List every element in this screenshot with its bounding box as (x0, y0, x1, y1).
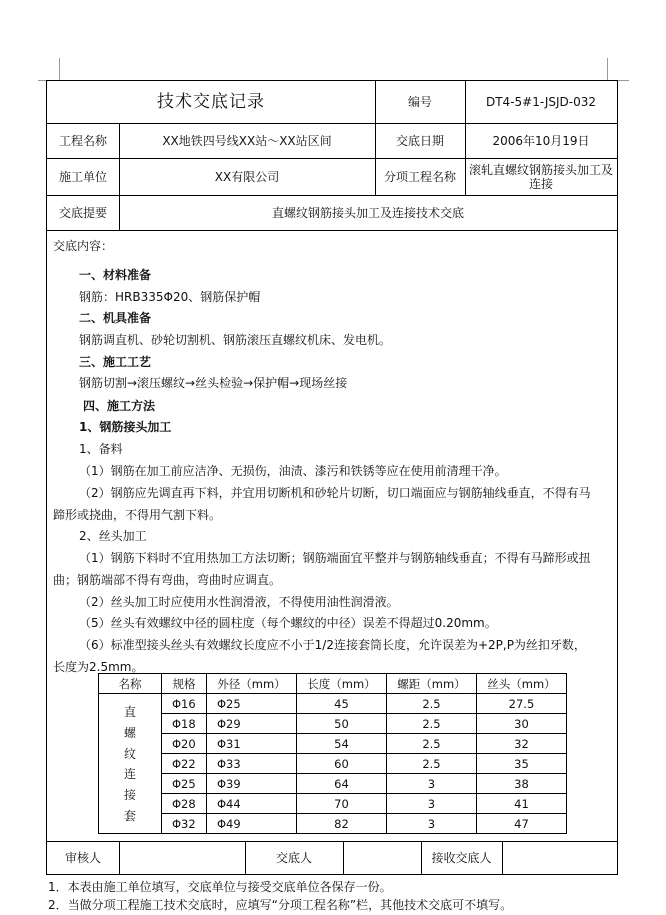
content-line: 钢筋切割→滚压螺纹→丝头检验→保护帽→现场丝接 (79, 376, 348, 390)
product-name-cell (99, 694, 162, 834)
col-divider (119, 841, 120, 875)
table-cell: 64 (296, 774, 386, 794)
unit-value: XX有限公司 (214, 169, 280, 184)
product-name (99, 702, 161, 826)
table-cell: 35 (476, 754, 566, 774)
table-row (99, 754, 567, 774)
table-row (99, 694, 567, 714)
subproject-value: 滚轧直螺纹钢筋接头加工及连接 (469, 162, 614, 191)
content-line: 钢筋调直机、砂轮切割机、钢筋滚压直螺纹机床、发电机。 (79, 333, 392, 347)
number-label: 编号 (407, 95, 432, 109)
table-cell: 38 (476, 774, 566, 794)
disclosure-form (46, 80, 618, 875)
table-cell: Φ33 (206, 754, 296, 774)
content-line: 二、机具准备 (79, 311, 152, 325)
content-line: 四、施工方法 (83, 399, 156, 413)
table-cell: Φ25 (206, 694, 296, 714)
table-cell: 60 (296, 754, 386, 774)
summary-label: 交底提要 (58, 205, 107, 220)
table-cell: 2.5 (386, 734, 476, 754)
table-cell: 70 (296, 794, 386, 814)
table-header-cell: 螺距（mm） (386, 674, 476, 694)
content-line: 曲；钢筋端部不得有弯曲，弯曲时应调直。 (53, 573, 282, 587)
content-line: （1）钢筋下料时不宜用热加工方法切断；钢筋端面宜平整并与钢筋轴线垂直；不得有马蹄形或扭 (79, 551, 591, 565)
content-line: （6）标准型接头丝头有效螺纹长度应不小于1/2连接套筒长度，允许误差为+2P,P为丝扣牙数， (79, 638, 586, 652)
subproject-label: 分项工程名称 (383, 169, 456, 184)
table-header-cell: 外径（mm） (206, 674, 296, 694)
content-line: （2）丝头加工时应使用水性润滑液，不得使用油性润滑液。 (79, 595, 399, 609)
col-divider (343, 841, 344, 875)
table-cell: 3 (386, 774, 476, 794)
table-cell: 47 (476, 814, 566, 834)
date-label: 交底日期 (395, 133, 444, 148)
table-cell: Φ31 (206, 734, 296, 754)
col-divider (502, 841, 503, 875)
table-cell: 3 (386, 794, 476, 814)
product-name-char: 纹 (123, 746, 136, 761)
product-name-char: 连 (123, 767, 136, 782)
table-row (99, 774, 567, 794)
row-divider (47, 230, 617, 231)
page-title: 技术交底记录 (157, 92, 265, 112)
table-cell: 82 (296, 814, 386, 834)
table-row (99, 794, 567, 814)
table-cell: 2.5 (386, 694, 476, 714)
receiver-label: 接收交底人 (431, 851, 492, 865)
table-cell: Φ32 (162, 814, 207, 834)
content-line: 1、备料 (79, 442, 123, 456)
table-header-cell: 丝头（mm） (476, 674, 566, 694)
table-row (99, 734, 567, 754)
summary-value: 直螺纹钢筋接头加工及连接技术交底 (271, 205, 464, 220)
content-line: 一、材料准备 (79, 268, 152, 282)
content-line: 长度为2.5mm。 (53, 660, 144, 674)
table-cell: Φ18 (162, 714, 207, 734)
table-cell: Φ39 (206, 774, 296, 794)
table-cell: Φ16 (162, 694, 207, 714)
table-cell: 54 (296, 734, 386, 754)
footnote: 2．当做分项工程施工技术交底时，应填写“分项工程名称”栏，其他技术交底可不填写。 (48, 898, 513, 912)
content-line: 2、丝头加工 (79, 529, 147, 543)
table-row (99, 714, 567, 734)
content-line: （1）钢筋在加工前应洁净、无损伤，油渍、漆污和铁锈等应在使用前清理干净。 (79, 464, 507, 478)
table-cell: Φ25 (162, 774, 207, 794)
table-cell: Φ29 (206, 714, 296, 734)
product-name-char: 螺 (123, 725, 136, 740)
table-cell: 2.5 (386, 714, 476, 734)
table-header-cell: 长度（mm） (296, 674, 386, 694)
crop-mark (607, 58, 608, 80)
table-cell: 3 (386, 814, 476, 834)
spec-table (98, 673, 567, 834)
date-value: 2006年10月19日 (492, 133, 590, 148)
product-name-char: 套 (123, 808, 136, 823)
table-header-cell: 规格 (162, 674, 207, 694)
table-cell: 27.5 (476, 694, 566, 714)
content-line: 钢筋：HRB335Φ20、钢筋保护帽 (79, 290, 261, 304)
table-header-row (99, 674, 567, 694)
table-cell: 50 (296, 714, 386, 734)
table-cell: 32 (476, 734, 566, 754)
footnote: 1．本表由施工单位填写，交底单位与接受交底单位各保存一份。 (48, 880, 392, 894)
content-line: 三、施工工艺 (79, 355, 152, 369)
product-name-char: 直 (123, 705, 136, 720)
presenter-label: 交底人 (275, 851, 312, 865)
content-line: 1、钢筋接头加工 (79, 420, 172, 434)
table-header-cell: 名称 (99, 674, 162, 694)
product-name-char: 接 (123, 787, 136, 802)
content-line: 蹄形或挠曲，不得用气割下料。 (53, 508, 222, 522)
table-cell: Φ28 (162, 794, 207, 814)
content-line: （5）丝头有效螺纹中径的圆柱度（每个螺纹的中径）误差不得超过0.20mm。 (79, 616, 497, 630)
table-cell: Φ44 (206, 794, 296, 814)
table-cell: Φ20 (162, 734, 207, 754)
table-row (99, 814, 567, 834)
table-cell: 41 (476, 794, 566, 814)
project-label: 工程名称 (58, 133, 107, 148)
content-intro: 交底内容： (53, 239, 114, 253)
crop-mark (59, 58, 60, 80)
unit-label: 施工单位 (58, 169, 107, 184)
project-value: XX地铁四号线XX站～XX站区间 (162, 133, 332, 148)
number-value: DT4-5#1-JSJD-032 (485, 95, 597, 109)
table-cell: Φ22 (162, 754, 207, 774)
table-cell: 45 (296, 694, 386, 714)
table-cell: 30 (476, 714, 566, 734)
table-cell: Φ49 (206, 814, 296, 834)
table-cell: 2.5 (386, 754, 476, 774)
reviewer-label: 审核人 (64, 851, 101, 865)
content-line: （2）钢筋应先调直再下料，并宜用切断机和砂轮片切断，切口端面应与钢筋轴线垂直，不得有马 (79, 486, 591, 500)
